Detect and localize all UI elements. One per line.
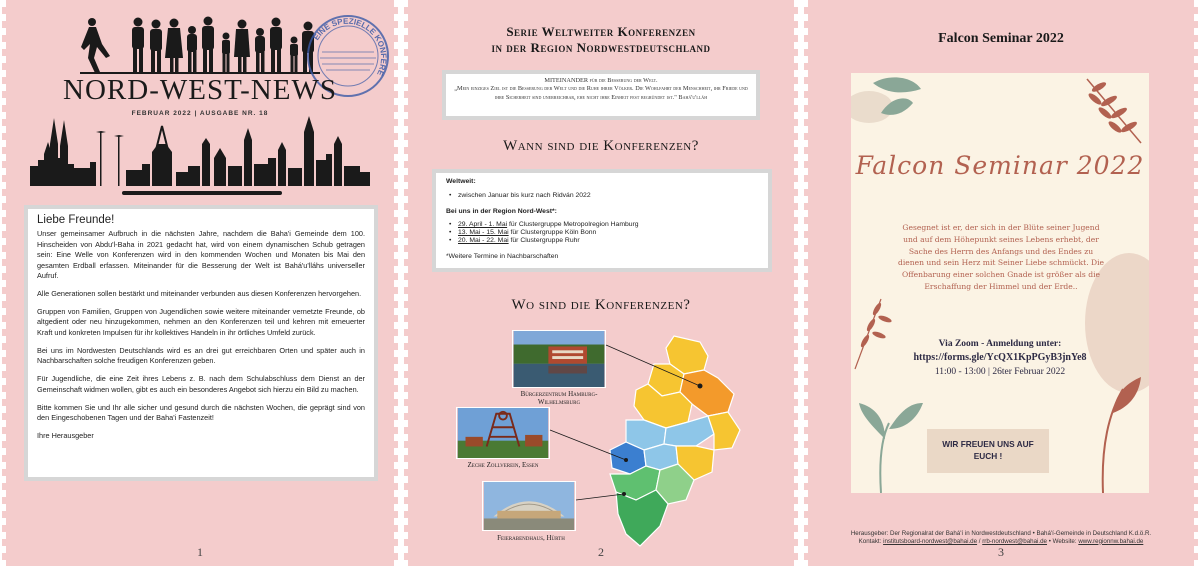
torn-edge-right — [1194, 0, 1198, 566]
editorial-paragraph: Bei uns im Nordwesten Deutschlands wird es an drei gut erreichbaren Orten und später auch in Nachbarschaften solche freudigen Konferenzen geben. — [37, 345, 365, 366]
email-link-rrb[interactable]: rrb-nordwest@bahai.de — [982, 537, 1048, 545]
series-title — [404, 24, 798, 56]
region-label: Bei uns in der Region Nord-West*: — [446, 208, 557, 215]
ornamental-divider — [122, 191, 282, 195]
imprint — [814, 530, 1188, 545]
when-heading: Wann sind die Konferenzen? — [503, 138, 699, 154]
list-item — [446, 221, 758, 229]
torn-edge-right — [794, 0, 798, 566]
contact-label: Kontakt: — [858, 537, 884, 545]
walking-people-silhouette — [80, 16, 320, 74]
region-map — [596, 334, 746, 550]
series-title-line: Serie Weltweiter Konferenzen — [506, 24, 696, 39]
quote-heading: MITEINANDER für die Besserung der Welt. — [544, 77, 658, 84]
worldwide-label: Weltweit: — [446, 178, 476, 185]
list-item — [446, 237, 758, 245]
svg-text:EINE SPEZIELLE KONFERENZ-AUSGA: EINE SPEZIELLE KONFERENZ-AUSGABE! — [311, 16, 389, 78]
flyer-verse: Gesegnet ist er, der sich in der Blüte seiner Jugend und auf dem Höhepunkt seines Lebens erhebt, der Sache des Herrn des Anfangs und des Endes zu dienen und sein Herz mit Seiner Liebe schmückt. Die Offenbarung einer solchen Gnade ist größer als die Erschaffung der Himmel und der Erde.. — [897, 223, 1105, 291]
time-line: 11:00 - 13:00 | 26ter Februar 2022 — [934, 367, 1066, 377]
region-dates-list — [446, 221, 758, 245]
photo-zeche-zollverein — [456, 407, 550, 459]
caption-hamburg: Bürgerzentrum Hamburg-Wilhelmsburg — [520, 390, 598, 406]
quote-box — [442, 70, 760, 120]
date-link[interactable]: 29. April - 1. Mai — [458, 221, 508, 228]
website-link[interactable]: www.regionnw.bahai.de — [1078, 537, 1144, 545]
date-link[interactable]: 13. Mai - 15. Mai — [458, 229, 509, 236]
list-item: • zwischen Januar bis kurz nach Ridván 2022 — [446, 192, 758, 200]
date-description: für Clustergruppe Metropolregion Hamburg — [507, 221, 639, 228]
editorial-paragraph: Alle Generationen sollen bestärkt und miteinander verbunden aus diesen Konferenzen hervorgehen. — [37, 289, 362, 299]
editorial-paragraph: Bitte kommen Sie und Ihr alle sicher und gesund durch die nächsten Wochen, die geprägt sind von den Eingeschobenen Tagen und der Baha'i Fastenzeit! — [37, 402, 365, 423]
flyer-title: Falcon Seminar 2022 — [855, 151, 1145, 180]
editorial-paragraph: Gruppen von Familien, Gruppen von Jugendlichen sowie weitere miteinander vernetzte Freunde, ob altgedient oder neu hinzugekommen, nehmen an den Konferenzen teil und kehren mit erneuerter Kraft und konkreten Impulsen für ihr kollektives Handeln in ihr örtliches Umfeld zurück. — [37, 307, 365, 337]
page-number: 1 — [197, 545, 203, 559]
cta-box — [927, 429, 1049, 473]
dates-box — [432, 169, 772, 272]
photo-feierabendhaus-huerth — [482, 481, 576, 531]
caption-essen: Zeche Zollverein, Essen — [467, 461, 539, 469]
quote-text: „Mein einziges Ziel ist die Besserung der Welt und die Ruhe ihrer Völker. Die Wohlfahrt der Menschheit, ihr Friede und ihre Sicherheit sind unerreichbar, ehe nicht ihre Einheit fest begründet ist." Bahá'u'lláh — [454, 85, 748, 101]
photo-hamburg-wilhelmsburg — [512, 330, 606, 388]
worldwide-list — [446, 192, 758, 200]
caption-huerth: Feierabendhaus, Hürth — [497, 534, 565, 542]
cta-line: WIR FREUEN UNS AUF — [942, 439, 1034, 449]
newsletter-page-2 — [404, 0, 798, 566]
issue-line: FEBRUAR 2022 | AUSGABE NR. 18 — [131, 110, 269, 117]
editorial-greeting: Liebe Freunde! — [37, 214, 115, 226]
registration-link[interactable]: https://forms.gle/YcQX1KpPGyB3jnYe8 — [913, 352, 1087, 363]
date-link[interactable]: 20. Mai - 22. Mai — [458, 237, 509, 244]
torn-edge-left — [404, 0, 408, 566]
date-description: für Clustergruppe Ruhr — [508, 237, 580, 244]
website-label: • Website: — [1047, 537, 1079, 545]
cta-line: EUCH ! — [973, 451, 1003, 461]
seminar-flyer — [851, 73, 1149, 493]
email-link-institutsboard[interactable]: institutsboard-nordwest@bahai.de — [883, 537, 978, 545]
editorial-box — [24, 205, 378, 481]
seminar-title: Falcon Seminar 2022 — [938, 31, 1064, 46]
where-heading: Wo sind die Konferenzen? — [511, 297, 691, 313]
city-skyline-silhouette — [30, 114, 370, 186]
editorial-signoff: Ihre Herausgeber — [37, 431, 94, 441]
footnote: *Weitere Termine in Nachbarschaften — [446, 253, 559, 260]
newsletter-page-3 — [804, 0, 1198, 566]
page-number: 2 — [598, 545, 604, 559]
imprint-publisher: Herausgeber: Der Regionalrat der Bahá'í in Nordwestdeutschland • Bahá'í-Gemeinde in Deutschland K.d.ö.R. — [850, 530, 1152, 537]
newsletter-page-1 — [2, 0, 398, 566]
date-description: für Clustergruppe Köln Bonn — [508, 229, 597, 236]
list-item — [446, 229, 758, 237]
page-number: 3 — [998, 545, 1004, 559]
editorial-paragraph: Unser gemeinsamer Aufbruch in die nächsten Jahre, nachdem die Baha'i Gemeinde dem 100. Hinscheiden von Abdu'l-Baha in 2021 gedacht hat, wird von einem dynamischen Schub getragen sein: Eine Welle von Konferenzen wird in den kommenden Wochen und Monaten bis Mai den gesamten Erdball erfassen. Miteinander für die Besserung der Welt ist Bahá'u'lláhs universeller Aufruf. — [37, 229, 365, 281]
separator: / — [977, 537, 983, 545]
zoom-info — [871, 337, 1129, 379]
imprint-contact — [814, 538, 1188, 546]
masthead-title: NORD-WEST-NEWS — [63, 74, 337, 106]
zoom-line: Via Zoom - Anmeldung unter: — [938, 339, 1062, 349]
editorial-paragraph: Für Jugendliche, die eine Zeit ihres Lebens z. B. nach dem Schulabschluss dem Dienst an der Gemeinschaft widmen wollen, gibt es auch ein besonderes Angebot sich hierzu ein Bild zu machen. — [37, 374, 365, 394]
series-title-line: in der Region Nordwestdeutschland — [491, 40, 711, 55]
torn-edge-left — [804, 0, 808, 566]
